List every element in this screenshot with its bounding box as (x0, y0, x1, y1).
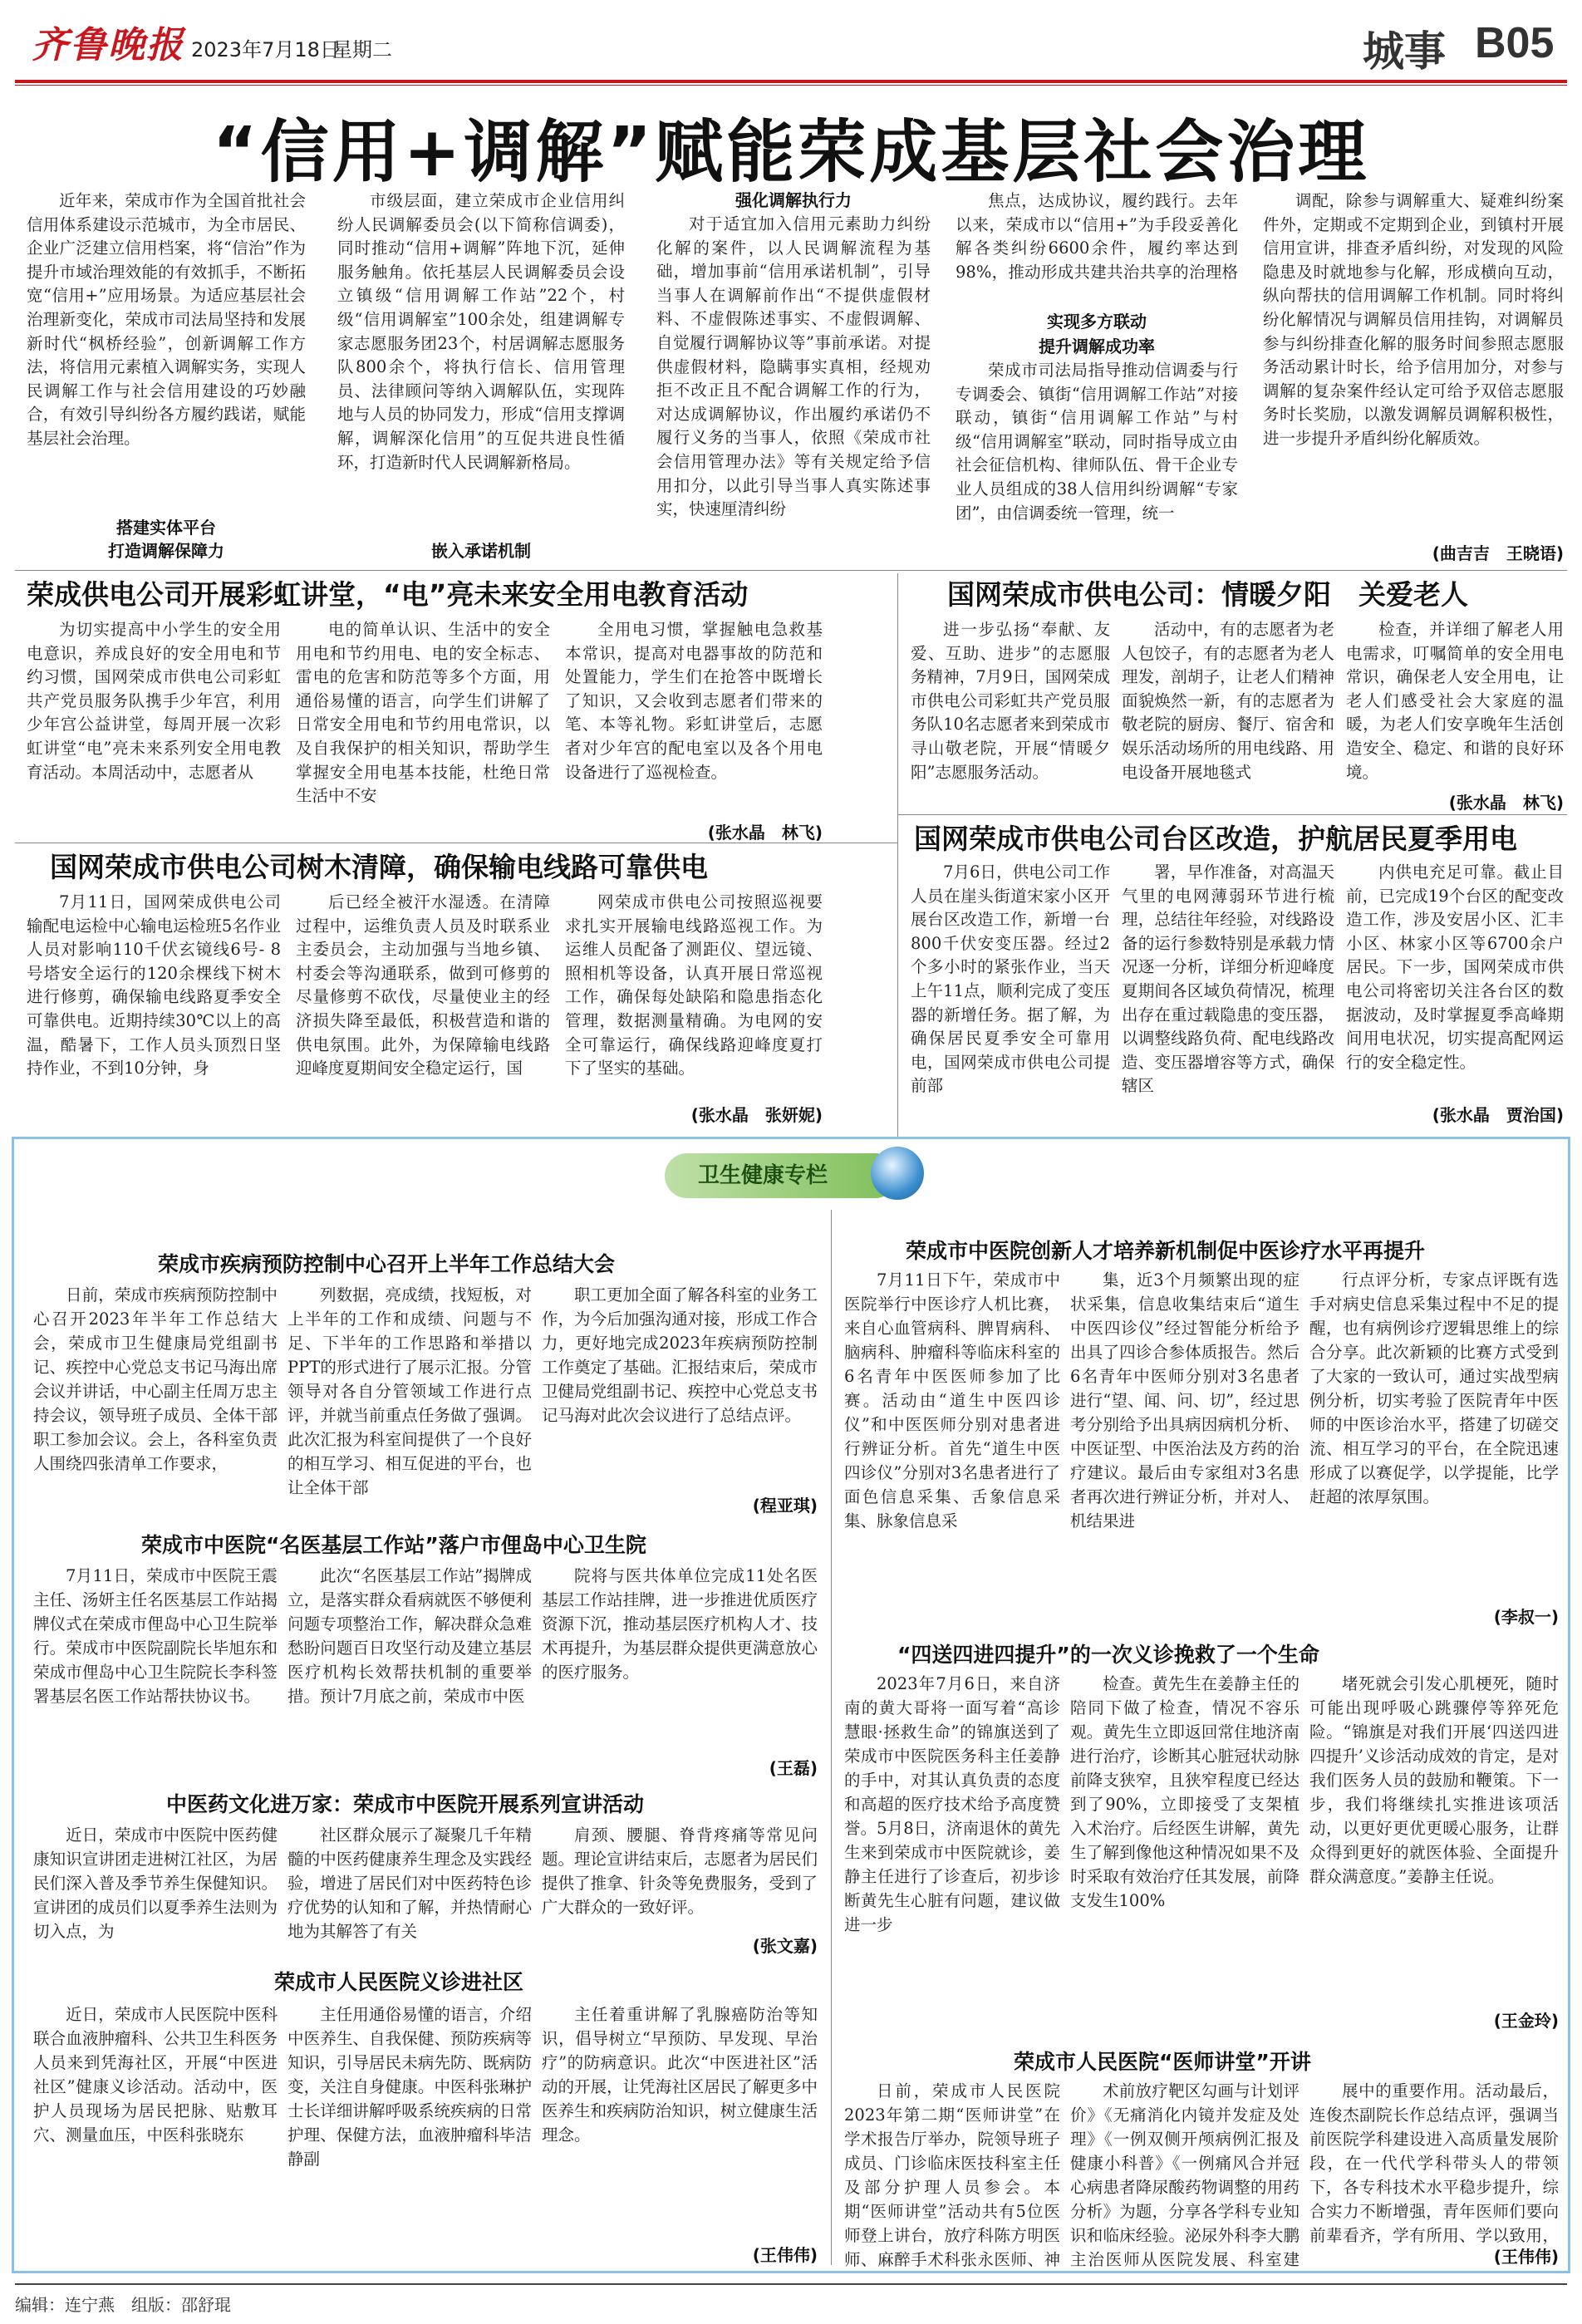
story-rainbow-lecture-headline: 荣成供电公司开展彩虹讲堂，“电”亮未来安全用电教育活动 (27, 578, 749, 611)
story-elderly-care-col2: 活动中，有的志愿者为老人包饺子，有的志愿者为老人理发，剖胡子，让老人们精神面貌焕然一新，有的志愿者为敬老院的厨房、餐厅、宿舍和娱乐活动场所的用电线路、用电设备开展地毯式 (1122, 620, 1334, 782)
story-transformer-col3: 内供电充足可靠。截止目前，已完成19个台区的配变改造工作，涉及安居小区、汇丰小区、林家小区等6700余户居民。下一步，国网荣成市供电公司将密切关注各台区的数据波动，及时掌握夏季高峰期间用电状况，切实提高配网运行的安全稳定性。 (1346, 862, 1564, 1072)
story-rainbow-lecture-col1: 为切实提高中小学生的安全用电意识，养成良好的安全用电和节约习惯，国网荣成市供电公司彩虹共产党员服务队携手少年宫，利用少年宫公益讲堂，每周开展一次彩虹讲堂“电”亮未来系列安全用电教育活动。本周活动中，志愿者从 (27, 620, 281, 782)
health-clinic-col3: 主任着重讲解了乳腺癌防治等知识，倡导树立“早预防、早发现、早治疗”的防病意识。此次“中医进社区”活动的开展，让凭海社区居民了解更多中医养生和疾病防治知识，树立健康生活理念。 (542, 2005, 818, 2145)
story-elderly-care-col1: 进一步弘扬“奉献、友爱、互助、进步”的志愿服务精神，7月9日，国网荣成市供电公司彩虹共产党员服务队10名志愿者来到荣成市寻山敬老院，开展“情暖夕阳”志愿服务活动。 (911, 620, 1110, 782)
story-transformer-col2: 署，早作准备，对高温天气里的电网薄弱环节进行梳理，总结往年经验，对线路设备的运行参数特别是承载力情况逐一分析，详细分析迎峰度夏期间各区域负荷情况，梳理出存在重过载隐患的变压器，以调整线路负荷、配电线路改造、变压器增容等方式，确保辖区 (1122, 862, 1334, 1096)
lead-subhead-4a: 实现多方联动 (1047, 312, 1147, 332)
lead-subhead-1b: 打造调解保障力 (108, 541, 224, 561)
lead-column-3: 对于适宜加入信用元素助力纠纷化解的案件，以人民调解流程为基础，增加事前“信用承诺机制”，引导当事人在调解前作出“不提供虚假材料、不虚假陈述事实、不虚假调解、自觉履行调解协议等”事前承诺。对提供虚假材料，隐瞒事实真相，经规劝拒不改正且不配合调解工作的行为，对达成调解协议，作出履约承诺仍不履行义务的当事人，依照《荣成市社会信用管理办法》等有关规定给予信用扣分，以此引导当事人真实陈述事实，快速厘清纠纷 (656, 214, 931, 519)
health-tcm-culture-byline: (张文嘉) (752, 1936, 818, 1956)
divider (897, 814, 1567, 815)
divider-vertical (897, 573, 898, 1138)
lead-column-4b: 荣成市司法局指导推动信调委与行专调委会、镇街“信用调解工作站”对接联动，镇街“信用调解工作站”与村级“信用调解室”联动，同时指导成立由社会征信机构、律师队伍、骨干企业专业人员组成的38人信用纠纷调解“专家团”，由信调委统一管理，统一 (956, 361, 1238, 523)
health-cdc-col3: 职工更加全面了解各科室的业务工作，为今后加强沟通对接，形成工作合力，更好地完成2023年疾病预防控制工作奠定了基础。汇报结束后，荣成市卫健局党组副书记、疾控中心党总支书记马海对此次会议进行了总结点评。 (542, 1285, 818, 1425)
health-cdc-byline: (程亚琪) (752, 1496, 818, 1516)
health-tcm-culture-headline: 中医药文化进万家：荣成市中医院开展系列宣讲活动 (166, 1792, 645, 1816)
lead-headline: “信用+调解”赋能荣成基层社会治理 (212, 113, 1370, 192)
lead-subhead-1a: 搭建实体平台 (116, 518, 216, 538)
story-elderly-care-byline: (张水晶 林飞) (1448, 793, 1564, 813)
issue-date: 2023年7月18日 (191, 38, 340, 61)
health-tcm-station-col1: 7月11日，荣成市中医院王震主任、汤妍主任名医基层工作站揭牌仪式在荣成市俚岛中心卫生院举行。荣成市中医院副院长毕旭东和荣成市俚岛中心卫生院院长李科签署基层名医工作站帮扶协议书。 (33, 1566, 278, 1706)
health-lecture-headline: 荣成市人民医院“医师讲堂”开讲 (1014, 2050, 1311, 2074)
health-lecture-col2: 术前放疗靶区勾画与计划评价》《无痛消化内镜并发症及处理》《一例双侧开颅病例汇报及健康小科普》《一例痛风合并冠心病患者降尿酸药物调整的用药分析》为题，分享各学科专业知识和临床经验。泌尿外科李大鹏主治医师从医院发展、科室建 (1070, 2081, 1300, 2268)
issue-weekday: 星期二 (332, 38, 392, 61)
health-tcm-culture-col3: 肩颈、腰腿、脊背疼痛等常见问题。理论宣讲结束后，志愿者为居民们提供了推拿、针灸等免费服务，受到了广大群众的一致好评。 (542, 1825, 818, 1917)
story-tree-clearing-col2: 后已经全被汗水湿透。在清障过程中，运维负责人员及时联系业主委员会，主动加强与当地乡镇、村委会等沟通联系，做到可修剪的尽量修剪不砍伐，尽量使业主的经济损失降至最低，积极营造和谐的供电氛围。此外，为保障输电线路迎峰度夏期间安全稳定运行，国 (296, 892, 550, 1078)
health-talent-col1: 7月11日下午，荣成市中医院举行中医诊疗人机比赛，来自心血管病科、脾胃病科、脑病科、肿瘤科等临床科室的6名青年中医医师参加了比赛。活动由“道生中医四诊仪”和中医医师分别对患者进行辨证分析。首先“道生中医四诊仪”分别对3名患者进行了面色信息采集、舌象信息采集、脉象信息采 (844, 1270, 1060, 1530)
story-tree-clearing-col3: 网荣成市供电公司按照巡视要求扎实开展输电线路巡视工作。为运维人员配备了测距仪、望远镜、照相机等设备，认真开展日常巡视工作，确保每处缺陷和隐患指态化管理，数据测量精确。为电网的安全可靠运行，确保线路迎峰度夏打下了坚实的基础。 (565, 892, 823, 1078)
editor-credit: 编辑：连宁燕 组版：邵舒琨 (15, 2295, 231, 2315)
health-cdc-col1: 日前，荣成市疾病预防控制中心召开2023年半年工作总结大会，荣成市卫生健康局党组副书记、疾控中心党总支书记马海出席会议并讲话，中心副主任周万忠主持会议，领导班子成员、全体干部职工参加会议。会上，各科室负责人围绕四张清单工作要求， (33, 1285, 278, 1473)
divider-vertical (831, 1210, 832, 2265)
divider (15, 570, 1567, 571)
story-rainbow-lecture-col2: 电的简单认识、生活中的安全用电和节约用电、电的安全标志、雷电的危害和防范等多个方面，用通俗易懂的语言，向学生们讲解了日常安全用电和节约用电常识，以及自我保护的相关知识，帮助学生掌握安全用电基本技能，杜绝日常生活中不安 (296, 620, 550, 806)
story-tree-clearing-headline: 国网荣成市供电公司树木清障，确保输电线路可靠供电 (50, 851, 708, 883)
health-tcm-station-headline: 荣成市中医院“名医基层工作站”落户市俚岛中心卫生院 (141, 1533, 646, 1557)
page-number: B05 (1475, 19, 1555, 67)
story-tree-clearing-byline: (张水晶 张妍妮) (690, 1105, 823, 1125)
health-lifesave-col1: 2023年7月6日，来自济南的黄大哥将一面写着“高诊慧眼·拯救生命”的锦旗送到了荣成市中医院医务科主任姜静的手中，对其认真负责的态度和高超的医疗技术给予高度赞誉。5月8日，济南退休的黄先生来到荣成市中医院就诊，姜静主任进行了诊查后，初步诊断黄先生心脏有问题，建议做进一步 (844, 1674, 1060, 1934)
newspaper-logo: 齐鲁晚报 (32, 24, 184, 66)
health-talent-headline: 荣成市中医院创新人才培养新机制促中医诊疗水平再提升 (906, 1239, 1426, 1263)
header-rule (15, 80, 1567, 83)
health-clinic-byline: (王伟伟) (752, 2245, 818, 2265)
health-tcm-station-col3: 院将与医共体单位完成11处名医基层工作站挂牌，进一步推进优质医疗资源下沉，推动基层医疗机构人才、技术再提升，为基层群众提供更满意放心的医疗服务。 (542, 1566, 818, 1682)
health-tcm-station-byline: (王磊) (769, 1758, 818, 1778)
health-talent-byline: (李叔一) (1493, 1607, 1559, 1627)
section-name: 城事 (1363, 27, 1446, 76)
lead-subhead-3: 强化调解执行力 (735, 190, 852, 210)
health-lifesave-col2: 检查。黄先生在姜静主任的陪同下做了检查，情况不容乐观。黄先生立即返回常住地济南进行治疗，诊断其心脏冠状动脉前降支狭窄，且狭窄程度已经达到了90%，立即接受了支架植入术治疗。后经医生讲解，黄先生了解到像他这种情况如果不及时采取有效治疗任其发展，前降支发生100% (1070, 1674, 1300, 1910)
lead-subhead-2: 嵌入承诺机制 (431, 541, 531, 561)
health-tcm-station-col2: 此次“名医基层工作站”揭牌成立，是落实群众看病就医不够便利问题专项整治工作，解决群众急难愁盼问题百日攻坚行动及建立基层医疗机构长效帮扶机制的重要举措。预计7月底之前，荣成市中医 (287, 1566, 532, 1706)
health-tcm-culture-col1: 近日，荣成市中医院中医药健康知识宣讲团走进树江社区，为居民们深入普及季节养生保健知识。宣讲团的成员们以夏季养生法则为切入点，为 (33, 1825, 278, 1941)
health-clinic-headline: 荣成市人民医院义诊进社区 (274, 1970, 524, 1994)
lead-subhead-4b: 提升调解成功率 (1039, 337, 1155, 356)
story-transformer-headline: 国网荣成市供电公司台区改造，护航居民夏季用电 (914, 823, 1517, 855)
story-transformer-byline: (张水晶 贾治国) (1432, 1105, 1564, 1125)
health-lifesave-byline: (王金玲) (1493, 2011, 1559, 2031)
story-elderly-care-headline: 国网荣成市供电公司：情暖夕阳 关爱老人 (947, 578, 1468, 611)
health-talent-col2: 集，近3个月频繁出现的症状采集，信息收集结束后“道生中医四诊仪”经过智能分析给予出具了四诊合参体质报告。然后6名青年中医师分别对3名患者进行“望、闻、问、切”，经过思考分别给予出具病因病机分析、中医证型、中医治法及方药的治疗建议。最后由专家组对3名患者再次进行辨证分析，并对人、机结果进 (1070, 1270, 1300, 1530)
health-clinic-col2: 主任用通俗易懂的语言，介绍中医养生、自我保健、预防疾病等知识，引导居民未病先防、既病防变，关注自身健康。中医科张琳护士长详细讲解呼吸系统疾病的日常护理、保健方法，血液肿瘤科毕洁静副 (287, 2005, 532, 2169)
story-rainbow-lecture-byline: (张水晶 林飞) (707, 823, 823, 843)
health-lifesave-col3: 堵死就会引发心肌梗死，随时可能出现呼吸心跳骤停等猝死危险。“锦旗是对我们开展‘四送四进四提升’义诊活动成效的肯定，是对我们医务人员的鼓励和鞭策。下一步，我们将继续扎实推进该项活动，以更好更优更暖心服务，让群众得到更好的就医体验、全面提升群众满意度。”姜静主任说。 (1309, 1674, 1559, 1886)
story-tree-clearing-col1: 7月11日，国网荣成供电公司输配电运检中心输电运检班5名作业人员对影响110千伏玄镜线6号- 8号塔安全运行的120余棵线下树木进行修剪，确保输电线路夏季安全可靠供电。近期持续30℃以上的高温，酷暑下，工作人员头顶烈日坚持作业，不到10分钟，身 (27, 892, 281, 1078)
health-clinic-lifesave-headline: “四送四进四提升”的一次义诊挽救了一个生命 (897, 1643, 1319, 1667)
lead-column-5: 调配，除参与调解重大、疑难纠纷案件外，定期或不定期到企业，到镇村开展信用宣讲，排查矛盾纠纷，对发现的风险隐患及时就地参与化解，形成横向互动，纵向帮扶的信用调解工作机制。同时将纠纷化解情况与调解员信用挂钩，对调解员参与纠纷排查化解的服务时间参照志愿服务活动累计时长，给予信用加分，对参与调解的复杂案件经认定可给予双倍志愿服务时长奖励，以激发调解员调解积极性，进一步提升矛盾纠纷化解质效。 (1263, 191, 1564, 448)
lead-column-2: 市级层面，建立荣成市企业信用纠纷人民调解委员会(以下简称信调委)，同时推动“信用+调解”阵地下沉，延伸服务触角。依托基层人民调解委员会设立镇级“信用调解工作站”22个，村级“信用调解室”100余处，组建调解专家志愿服务团23个，村居调解志愿服务队800余个，将执行信长、信用管理员、法律顾问等纳入调解队伍，实现阵地与人员的协同发力，形成“信用支撑调解，调解深化信用”的互促共进良性循环，打造新时代人民调解新格局。 (337, 191, 625, 472)
page-footer (15, 2283, 1567, 2316)
health-clinic-col1: 近日，荣成市人民医院中医科联合血液肿瘤科、公共卫生科医务人员来到凭海社区，开展“中医进社区”健康义诊活动。活动中，医护人员现场为居民把脉、贴敷耳穴、测量血压，中医科张晓东 (33, 2005, 278, 2145)
lead-byline: (曲吉吉 王晓语) (1432, 543, 1564, 563)
health-lecture-byline: (王伟伟) (1493, 2247, 1559, 2267)
health-talent-col3: 行点评分析，专家点评既有选手对病史信息采集过程中不足的提醒，也有病例诊疗逻辑思维上的综合分享。此次新颖的比赛方式受到了大家的一致认可，通过实战型病例分析，切实考验了医院青年中医师的中医诊治水平，搭建了切磋交流、相互学习的平台，在全院迅速形成了以赛促学，以学提能，比学赶超的浓厚氛围。 (1309, 1270, 1559, 1506)
globe-icon (871, 1147, 924, 1200)
story-transformer-col1: 7月6日，供电公司工作人员在崖头街道宋家小区开展台区改造工作，新增一台800千伏安变压器。经过2个多小时的紧张作业，当天上午11点，顺利完成了变压器的新增任务。据了解，为确保居民夏季安全可靠用电，国网荣成市供电公司提前部 (911, 862, 1110, 1096)
story-elderly-care-col3: 检查，并详细了解老人用电需求，叮嘱简单的安全用电常识，确保老人安全用电，让老人们感受社会大家庭的温暖，为老人们安享晚年生活创造安全、稳定、和谐的良好环境。 (1346, 620, 1564, 782)
health-lecture-col3: 展中的重要作用。活动最后，连俊杰副院长作总结点评，强调当前医院学科建设进入高质量发展阶段，在一代代学科带头人的带领下，各专科技术水平稳步提升，综合实力不断增强，青年医师们要向前辈看齐，学有所用、学以致用， (1309, 2081, 1559, 2245)
health-tcm-culture-col2: 社区群众展示了凝聚几千年精髓的中医药健康养生理念及实践经验，增进了居民们对中医药特色诊疗优势的认知和了解，并热情耐心地为其解答了有关 (287, 1825, 532, 1941)
health-column-tag: 卫生健康专栏 (665, 1153, 897, 1198)
header-rule-thin (15, 85, 1567, 86)
health-lecture-col1: 日前，荣成市人民医院2023年第二期“医师讲堂”在学术报告厅举办，院领导班子成员、门诊临床医技科室主任及部分护理人员参会。本期“医师讲堂”活动共有5位医师登上讲台，放疗科陈方明医师、麻醉手术科张永医师、神 (844, 2081, 1060, 2268)
lead-column-4: 焦点，达成协议，履约践行。去年以来，荣成市以“信用+”为手段妥善化解各类纠纷6600余件，履约率达到98%，推动形成共建共治共享的治理格 (956, 191, 1238, 282)
lead-column-1: 近年来，荣成市作为全国首批社会信用体系建设示范城市，为全市居民、企业广泛建立信用档案，将“信治”作为提升市域治理效能的有效抓手，不断拓宽“信用+”应用场景。为适应基层社会治理新变化，荣成市司法局坚持和发展新时代“枫桥经验”，创新调解工作方法，将信用元素植入调解实务，实现人民调解工作与社会信用建设的巧妙融合，有效引导纠纷各方履约践诺，赋能基层社会治理。 (27, 191, 306, 448)
health-cdc-col2: 列数据，亮成绩，找短板，对上半年的工作和成绩、问题与不足、下半年的工作思路和举措以PPT的形式进行了展示汇报。分管领导对各自分管领域工作进行点评，并就当前重点任务做了强调。此次汇报为科室间提供了一个良好的相互学习、相互促进的平台，也让全体干部 (287, 1285, 532, 1497)
health-cdc-headline: 荣成市疾病预防控制中心召开上半年工作总结大会 (158, 1252, 616, 1276)
story-rainbow-lecture-col3: 全用电习惯，掌握触电急救基本常识，提高对电器事故的防范和处置能力，学生们在抢答中既增长了知识，又会收到志愿者们带来的笔、本等礼物。彩虹讲堂后，志愿者对少年宫的配电室以及各个用电设备进行了巡视检查。 (565, 620, 823, 782)
